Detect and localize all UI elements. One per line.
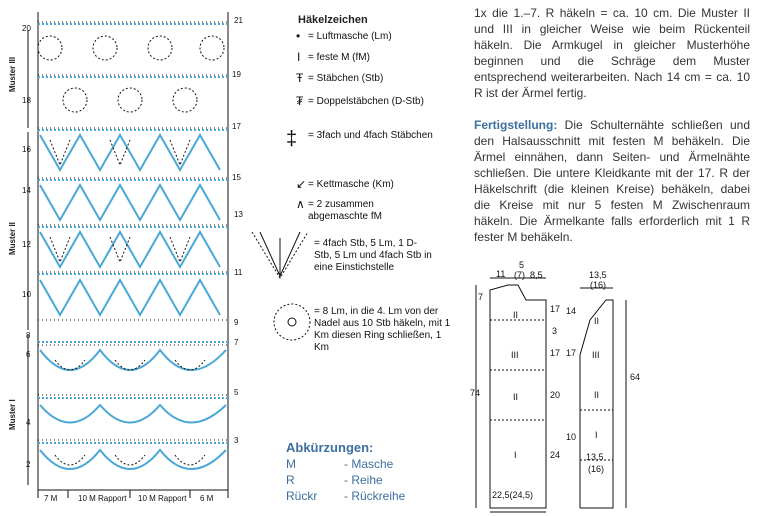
abbr-m: M	[286, 457, 296, 471]
section-label: III	[592, 350, 600, 360]
dim-label: 20	[550, 390, 561, 400]
legend-item-2-zusammen: = 2 zusammen abgemaschte fM	[308, 199, 382, 222]
row-number-left: 4	[26, 418, 31, 427]
row-number-left: 20	[22, 24, 31, 33]
arcs-muster1	[40, 350, 226, 469]
row-number-left: 8	[26, 331, 31, 340]
dim-label: 64	[630, 372, 641, 382]
abbr-rueckr-meaning: - Rückreihe	[344, 489, 406, 503]
triple-crochet-icon: ‡	[286, 128, 298, 150]
arcs-muster1-black	[55, 360, 205, 465]
row-number-right: 15	[232, 173, 241, 182]
garment-schematic	[468, 260, 758, 516]
dim-label: 22,5(24,5)	[492, 490, 534, 500]
motif-circles-row18	[63, 88, 197, 112]
row-number-right: 17	[232, 122, 241, 131]
abbr-r: R	[286, 473, 295, 487]
pattern-label-muster-1: Muster I	[8, 399, 17, 430]
double-crochet-icon: Ŧ	[296, 71, 304, 85]
abbr-r-meaning: - Reihe	[344, 473, 383, 487]
row-number-left: 16	[22, 145, 31, 154]
section-label: II	[594, 390, 600, 400]
legend-item-doppelstaebchen: = Doppelstäbchen (D-Stb)	[308, 96, 424, 107]
row-number-left: 6	[26, 350, 31, 359]
section-label: II	[513, 310, 519, 320]
legend-item-luftmasche: = Luftmasche (Lm)	[308, 31, 392, 42]
legend-item-3fach: = 3fach und 4fach Stäbchen	[308, 130, 433, 141]
row-number-left: 10	[22, 290, 31, 299]
dim-label: (16)	[588, 464, 605, 474]
dim-label: (7)	[514, 270, 525, 280]
row-number-right: 19	[232, 70, 241, 79]
section-label: II	[513, 392, 519, 402]
bottom-label: 10 M Rapport	[138, 494, 187, 503]
section-label: II	[594, 316, 600, 326]
section-label: III	[511, 350, 519, 360]
legend-item-4fach-stb: = 4fach Stb, 5 Lm, 1 D-Stb, 5 Lm und 4fach Stb in eine Einstichstelle	[314, 238, 432, 273]
legend-item-8-lm: = 8 Lm, in die 4. Lm von der Nadel aus 10 Stb häkeln, mit 1 Km diesen Ring schließen, 1 Km	[314, 306, 451, 353]
single-crochet-icon: I	[297, 50, 301, 64]
row-number-left: 2	[26, 460, 31, 469]
row-number-right: 11	[234, 268, 243, 277]
dim-label: 7	[478, 292, 484, 302]
pattern-label-muster-3: Muster III	[8, 56, 17, 92]
dim-label: 13,5	[586, 452, 604, 462]
treble-crochet-icon: ₮	[296, 94, 304, 108]
bottom-label: 6 M	[200, 494, 214, 503]
bottom-label: 10 M Rapport	[78, 494, 127, 503]
legend	[250, 0, 451, 503]
instructions-paragraph-1: 1x die 1.–7. R häkeln = ca. 10 cm. Die Muster II und III in gleicher Weise wie beim Rückenteil häkeln. Die Armkugel in gleicher Musterhöhe beginnen und die Schräge dem Muster entsprechend weiterarbeiten. Nach 14 cm = ca. 10 R ist der Ärmel fertig.	[474, 6, 750, 100]
decrease-icon: ∧	[296, 197, 305, 211]
dim-label: 14	[566, 306, 577, 316]
bottom-label: 7 M	[44, 494, 58, 503]
crochet-chart	[0, 0, 250, 516]
dim-label: 13,5	[589, 270, 607, 280]
dim-label: 17	[550, 304, 561, 314]
fertigstellung-text: Die Schulternähte schließen und den Halsausschnitt mit festen M behäkeln. Die Ärmel einnähen, dann Seiten- und Ärmelnähte schließen. Die untere Kleidkante mit der 17. R der Häkelschrift (die kleinen Kreise) behäkeln, dabei die Kreise mit nur 5 festen M Zwischenraum häkeln. Die Ärmelkante falls erforderlich mit 1 R fester M behäkeln.	[474, 118, 750, 244]
legend-title: Häkelzeichen	[298, 14, 368, 26]
row-number-right: 7	[234, 338, 239, 347]
dim-label: 10	[566, 432, 577, 442]
fertigstellung-heading: Fertigstellung:	[474, 118, 558, 132]
dim-label: 24	[550, 450, 561, 460]
legend-item-feste-m: = feste M (fM)	[308, 52, 370, 63]
dim-label: 5	[519, 260, 525, 270]
row-number-right: 13	[234, 210, 243, 219]
dim-label: 17	[550, 348, 561, 358]
chart-svg	[0, 0, 250, 516]
row-number-right: 9	[234, 318, 239, 327]
section-label: I	[514, 450, 517, 460]
dim-label: 3	[552, 326, 558, 336]
motif-circles-row20	[38, 36, 224, 60]
ring-motif-icon	[270, 300, 314, 344]
dim-label: 8,5	[530, 270, 543, 280]
row-number-right: 5	[234, 388, 239, 397]
row-number-left: 18	[22, 96, 31, 105]
slip-stitch-icon: ↙	[296, 177, 307, 191]
abbreviations-title: Abkürzungen:	[286, 440, 374, 455]
pattern-label-muster-2: Muster II	[8, 222, 17, 255]
instructions-paragraph-2	[474, 117, 750, 245]
legend-item-staebchen: = Stäbchen (Stb)	[308, 73, 384, 84]
section-label: I	[595, 430, 598, 440]
chain-stitch-icon: •	[296, 29, 301, 43]
row-number-left: 14	[22, 186, 31, 195]
schematic-svg	[468, 260, 758, 516]
abbr-m-meaning: - Masche	[344, 457, 394, 471]
row-number-left: 12	[22, 240, 31, 249]
dim-label: 11	[496, 269, 506, 279]
dim-label: 74	[470, 388, 481, 398]
abbr-rueckr: Rückr	[286, 489, 318, 503]
row-number-right: 21	[234, 16, 243, 25]
row-number-right: 3	[234, 436, 239, 445]
dim-label: 17	[566, 348, 577, 358]
v-stitch-group-icon	[250, 228, 312, 283]
dim-label: (16)	[590, 280, 607, 290]
legend-item-kettmasche: = Kettmasche (Km)	[308, 179, 394, 190]
